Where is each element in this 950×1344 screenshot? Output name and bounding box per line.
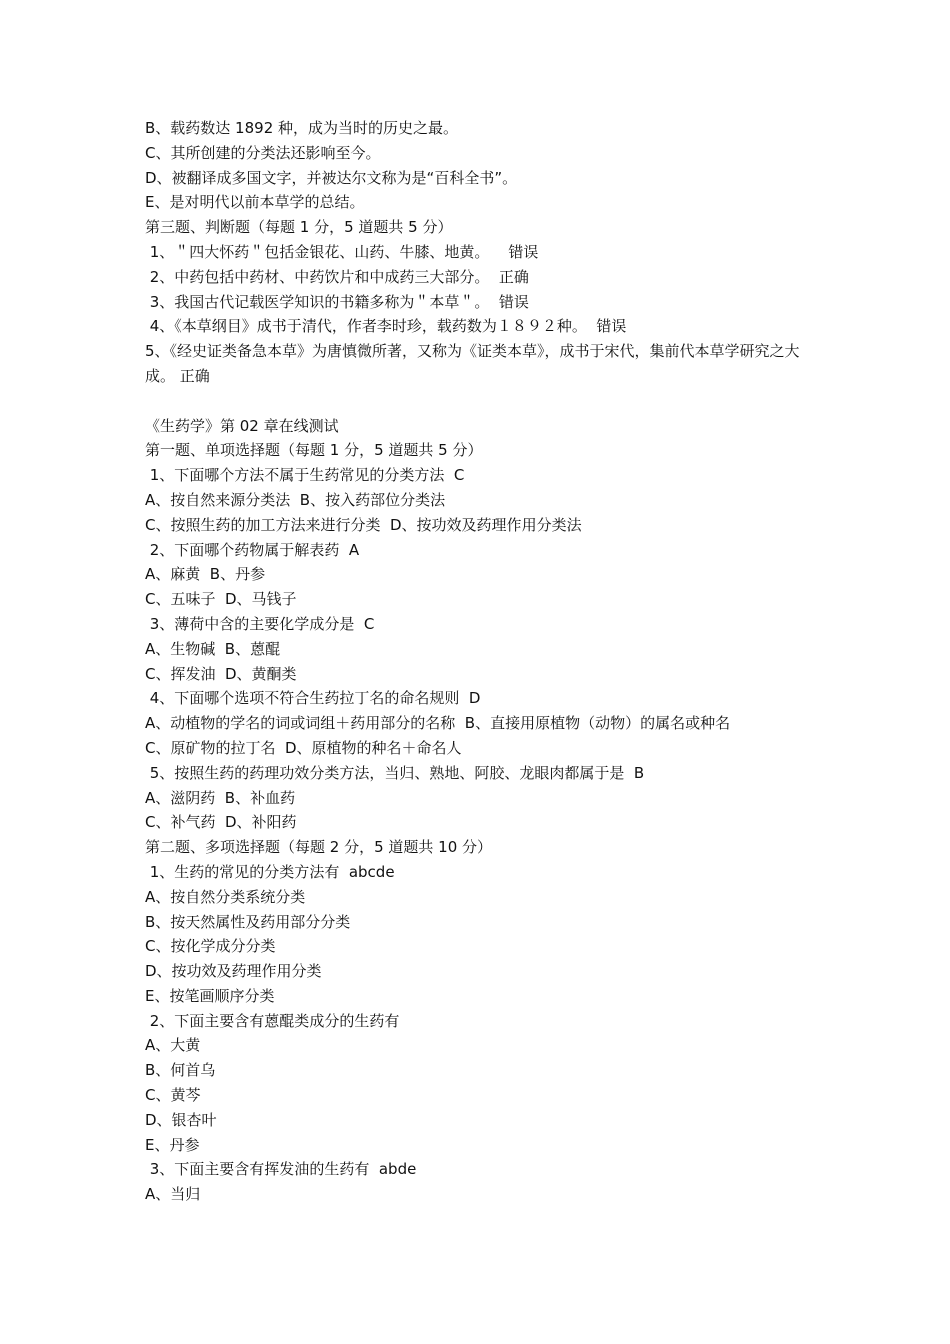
option-line: A、动植物的学名的词或词组＋药用部分的名称 B、直接用原植物（动物）的属名或种名 — [145, 714, 731, 733]
question-line: 3、下面主要含有挥发油的生药有 abde — [145, 1160, 417, 1179]
option-line: A、麻黄 B、丹参 — [145, 565, 266, 584]
option-line: A、按自然分类系统分类 — [145, 887, 306, 906]
question-line: 2、中药包括中药材、中药饮片和中成药三大部分。 正确 — [145, 267, 529, 286]
option-line: C、黄芩 — [145, 1086, 201, 1105]
option-line: B、何首乌 — [145, 1061, 216, 1080]
option-line: C、补气药 D、补阳药 — [145, 813, 297, 832]
option-line: C、挥发油 D、黄酮类 — [145, 664, 297, 683]
option-line: A、滋阴药 B、补血药 — [145, 788, 296, 807]
question-line: 3、薄荷中含的主要化学成分是 C — [145, 614, 375, 633]
option-line: C、按照生药的加工方法来进行分类 D、按功效及药理作用分类法 — [145, 515, 582, 534]
question-line: 4、《本草纲目》成书于清代，作者李时珍，载药数为１８９２种。 错误 — [145, 317, 627, 336]
question-line: 1、＂四大怀药＂包括金银花、山药、牛膝、地黄。 错误 — [145, 242, 539, 261]
option-line: D、被翻译成多国文字，并被达尔文称为是“百科全书”。 — [145, 168, 518, 187]
option-line: D、银杏叶 — [145, 1110, 217, 1129]
option-line: C、按化学成分分类 — [145, 937, 276, 956]
option-line: C、其所创建的分类法还影响至今。 — [145, 143, 381, 162]
option-line: A、当归 — [145, 1185, 201, 1204]
option-line: A、按自然来源分类法 B、按入药部位分类法 — [145, 490, 446, 509]
section-heading: 第三题、判断题（每题 1 分，5 道题共 5 分） — [145, 218, 453, 237]
question-line: 1、下面哪个方法不属于生药常见的分类方法 C — [145, 466, 465, 485]
question-line: 2、下面主要含有蒽醌类成分的生药有 — [145, 1011, 400, 1030]
blank-line — [145, 389, 815, 414]
question-line: 5、按照生药的药理功效分类方法，当归、熟地、阿胶、龙眼肉都属于是 B — [145, 763, 645, 782]
chapter-title: 《生药学》第 02 章在线测试 — [145, 416, 339, 435]
option-line: B、载药数达 1892 种，成为当时的历史之最。 — [145, 119, 459, 137]
option-line: E、按笔画顺序分类 — [145, 986, 275, 1005]
option-line: A、大黄 — [145, 1036, 201, 1055]
question-line: 1、生药的常见的分类方法有 abcde — [145, 862, 395, 881]
section-heading: 第二题、多项选择题（每题 2 分，5 道题共 10 分） — [145, 838, 493, 857]
option-line: C、五味子 D、马钱子 — [145, 590, 297, 609]
option-line: E、是对明代以前本草学的总结。 — [145, 193, 365, 212]
option-line: B、按天然属性及药用部分分类 — [145, 912, 351, 931]
question-line: 4、下面哪个选项不符合生药拉丁名的命名规则 D — [145, 689, 481, 708]
question-line: 2、下面哪个药物属于解表药 A — [145, 540, 360, 559]
document-body — [145, 116, 815, 1207]
question-line: 3、我国古代记载医学知识的书籍多称为＂本草＂。 错误 — [145, 292, 529, 311]
option-line: C、原矿物的拉丁名 D、原植物的种名＋命名人 — [145, 738, 462, 757]
option-line: E、丹参 — [145, 1135, 200, 1154]
section-heading: 第一题、单项选择题（每题 1 分，5 道题共 5 分） — [145, 441, 483, 460]
option-line: D、按功效及药理作用分类 — [145, 962, 322, 981]
question-line: 5、《经史证类备急本草》为唐慎微所著，又称为《证类本草》，成书于宋代，集前代本草学研究之大成。 正确 — [145, 342, 800, 385]
option-line: A、生物碱 B、蒽醌 — [145, 639, 281, 658]
